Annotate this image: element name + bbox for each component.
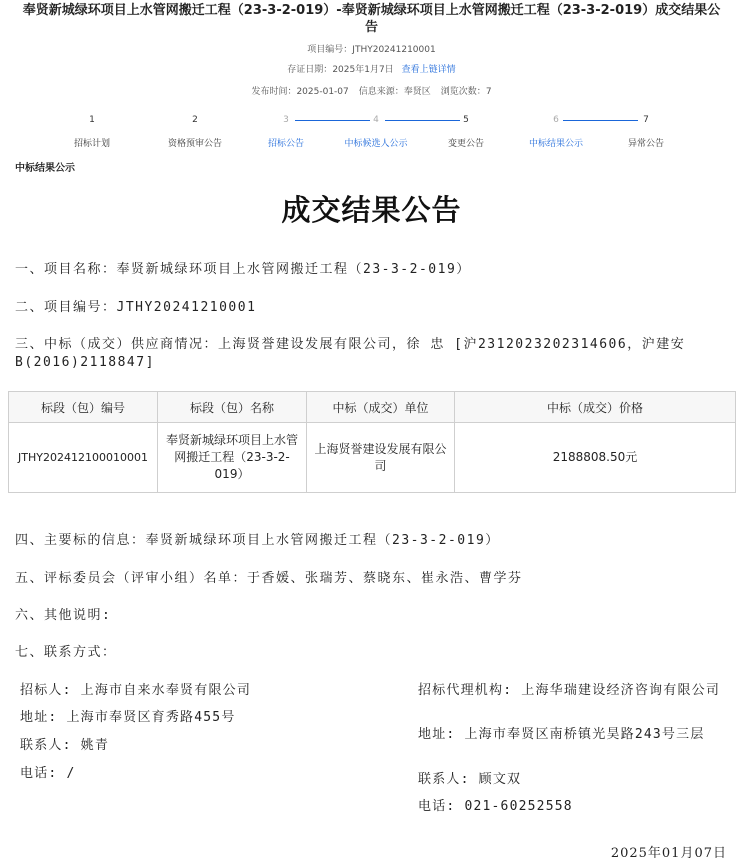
- lot-number-cell: JTHY202412100010001: [9, 423, 158, 493]
- page-title: 奉贤新城绿环项目上水管网搬迁工程（23-3-2-019）-奉贤新城绿环项目上水管网搬迁工程（23-3-2-019）成交结果公告: [22, 3, 721, 35]
- step-number: 6: [553, 115, 559, 125]
- agent-phone: 电话: 021-60252558: [418, 799, 573, 814]
- publish-time: 2025-01-07: [296, 87, 349, 97]
- winning-price-cell: 2188808.50元: [455, 423, 736, 493]
- tenderer-address: 地址: 上海市奉贤区育秀路455号: [20, 710, 236, 725]
- archive-date-label: 存证日期：: [287, 65, 333, 75]
- step-candidate-notice[interactable]: [331, 114, 421, 149]
- info-source: 奉贤区: [403, 87, 431, 97]
- agent-name: 招标代理机构: 上海华瑞建设经济咨询有限公司: [418, 683, 721, 698]
- step-label: 中标候选人公示: [344, 139, 408, 149]
- table-header-row: [9, 392, 736, 423]
- column-header: 中标（成交）单位: [307, 392, 455, 423]
- document-title: 成交结果公告: [281, 193, 462, 227]
- process-steps: [0, 114, 743, 150]
- step-label: 异常公告: [627, 139, 664, 149]
- step-label: 中标结果公示: [528, 139, 583, 149]
- view-count: 7: [485, 87, 492, 97]
- paragraph-committee: 五、评标委员会（评审小组）名单：于香媛、张瑞芳、蔡晓东、崔永浩、曹学芬: [15, 571, 523, 586]
- step-label: 招标公告: [267, 139, 304, 149]
- column-header: 中标（成交）价格: [455, 392, 736, 423]
- paragraph-supplier: 三、中标（成交）供应商情况：上海贤誉建设发展有限公司，徐 忠 [沪2312023202314606，沪建安B(2016)2118847]: [15, 337, 686, 370]
- paragraph-project-name: 一、项目名称：奉贤新城绿环项目上水管网搬迁工程（23-3-2-019）: [15, 262, 471, 277]
- step-label: 资格预审公告: [167, 139, 222, 149]
- step-number: 5: [463, 115, 469, 125]
- step-tender-plan[interactable]: [47, 114, 137, 149]
- step-number: 7: [643, 115, 649, 125]
- view-chain-details-link[interactable]: 查看上链详情: [401, 65, 456, 75]
- step-label: 招标计划: [73, 139, 110, 149]
- paragraph-main-subject: 四、主要标的信息：奉贤新城绿环项目上水管网搬迁工程（23-3-2-019）: [15, 533, 500, 548]
- section-label: 中标结果公示: [15, 163, 75, 174]
- tenderer-contact-person: 联系人: 姚青: [20, 738, 110, 753]
- project-number-label: 项目编号：: [307, 45, 353, 55]
- publish-info-line: [0, 84, 743, 97]
- step-label: 变更公告: [447, 139, 484, 149]
- paragraph-contact-heading: 七、联系方式：: [15, 645, 117, 660]
- step-abnormal-notice[interactable]: [601, 114, 691, 149]
- step-number: 2: [192, 115, 198, 125]
- table-row: [9, 423, 736, 493]
- step-prequalification[interactable]: [150, 114, 240, 149]
- winning-unit-cell: 上海贤誉建设发展有限公司: [307, 423, 455, 493]
- column-header: 标段（包）编号: [9, 392, 158, 423]
- step-number: 3: [283, 115, 289, 125]
- step-number: 1: [89, 115, 95, 125]
- archive-line: [0, 62, 743, 75]
- step-change-notice[interactable]: [421, 114, 511, 149]
- paragraph-other-notes: 六、其他说明:: [15, 608, 112, 623]
- publish-time-label: 发布时间：: [251, 87, 297, 97]
- step-tender-notice[interactable]: [241, 114, 331, 149]
- info-source-label: 信息来源：: [358, 87, 404, 97]
- lot-name-cell: 奉贤新城绿环项目上水管网搬迁工程（23-3-2-019）: [158, 423, 307, 493]
- column-header: 标段（包）名称: [158, 392, 307, 423]
- archive-date: 2025年1月7日: [332, 65, 394, 75]
- project-number-line: [0, 42, 743, 55]
- notice-date: 2025年01月07日: [610, 846, 727, 858]
- tenderer-phone: 电话: /: [20, 766, 76, 781]
- step-award-result[interactable]: [511, 114, 601, 149]
- agent-contact-person: 联系人: 顾文双: [418, 772, 522, 787]
- agent-address: 地址: 上海市奉贤区南桥镇光昊路243号三层: [418, 727, 705, 742]
- step-number: 4: [373, 115, 379, 125]
- award-table: [8, 391, 736, 493]
- tenderer-name: 招标人: 上海市自来水奉贤有限公司: [20, 683, 252, 698]
- project-number: JTHY20241210001: [352, 45, 436, 55]
- paragraph-project-number: 二、项目编号：JTHY20241210001: [15, 300, 257, 315]
- view-count-label: 浏览次数：: [440, 87, 486, 97]
